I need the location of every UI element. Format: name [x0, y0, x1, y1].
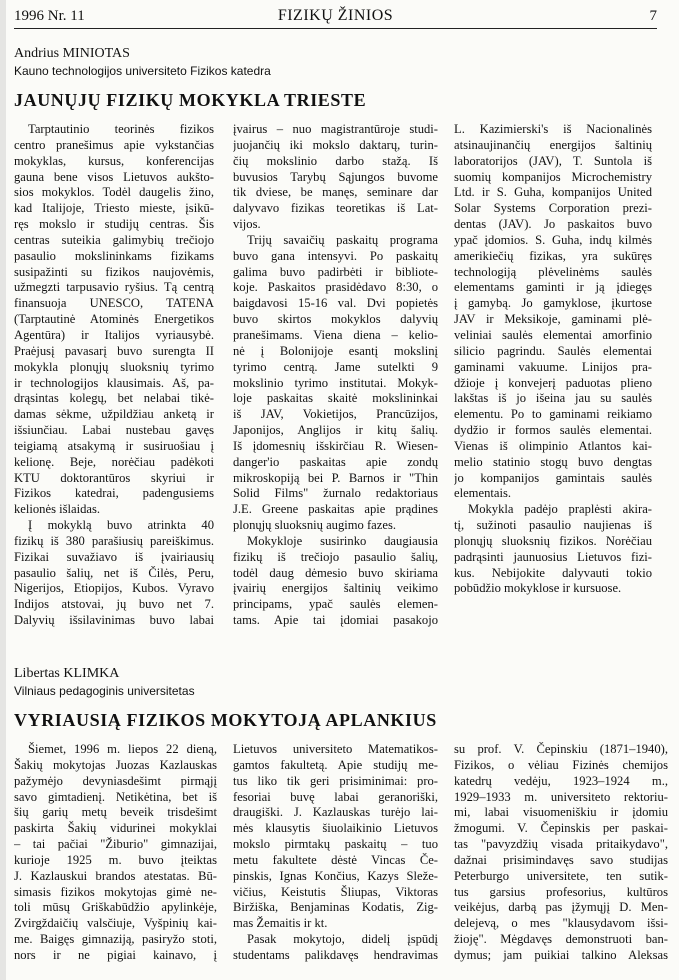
text-line: atsinaujinančių energijos šaltinių [454, 137, 652, 152]
text-line: ypač įdomios. S. Guha, indų kilmės [454, 232, 652, 247]
text-line: todėl daug dėmesio buvo skiriama [233, 565, 438, 580]
text-line: me. Baigęs gimnaziją, pasiryžo stoti, [14, 932, 217, 947]
text-line: fizikų iš trečiojo pasaulio šalių, [233, 549, 438, 564]
text-line: tį, sužinoti pasaulio naujienas iš [454, 518, 652, 533]
text-line: kus. Nebijokite dalyvauti tokio [454, 565, 652, 580]
text-line: gaminami vakuume. Linijos pra- [454, 359, 652, 374]
text-line: kelionės išlaidas. [14, 502, 101, 517]
text-line: paskirta Šakių vidurinei mokyklai [14, 821, 217, 836]
journal-title: FIZIKŲ ŽINIOS [277, 7, 394, 24]
article2-title: VYRIAUSIĄ FIZIKOS MOKYTOJĄ APLANKIUS [14, 710, 437, 730]
text-line: pinskis, Ignas Končius, Kazys Sleže- [233, 868, 438, 883]
text-line: toli mūsų Griškabūdžio apylinkėje, [14, 900, 217, 915]
text-line: pasaulio mokslininkams fizikams [14, 248, 214, 263]
text-line: koje. Paskaitos prasidėdavo 8:30, o [233, 280, 438, 295]
text-line: kad Italijoje, Triesto mieste, įsikū- [14, 201, 214, 216]
text-line: mokyklas, kursus, konferencijas [14, 153, 214, 168]
text-line: katedrų vedėju, 1923–1924 m., [454, 773, 668, 788]
text-line: mikroskopiją bei P. Barnos ir "Thin [233, 470, 438, 485]
text-line: damas sėkme, užpildžiau anketą ir [14, 407, 214, 422]
text-line: baigdavosi 15-16 val. Dvi popietės [233, 296, 438, 311]
text-line: L. Kazimierski's iš Nacionalinės [454, 122, 652, 136]
text-line: Šakių mokytojas Juozas Kazlauskas [14, 757, 217, 772]
text-line: nors ir ne pigiai kainavo, į [14, 947, 217, 962]
text-line: Fizikai suvažiavo iš įvairiausių [14, 549, 214, 564]
text-line: fizikų iš 380 parašiusių pareiškimus. [14, 533, 214, 548]
text-line: mi, labai visuomeniškiu ir įdomiu [454, 805, 668, 820]
text-line: melio statinio stogų buvo dengtas [454, 454, 652, 469]
text-line: Solid Films" žurnalo redaktoriaus [233, 486, 438, 501]
article2-author: Libertas KLIMKA [14, 666, 120, 681]
text-line: elementu. Po to gaminami reikiamo [454, 407, 652, 422]
text-line: dažnai prisimindavęs savo studijas [454, 852, 668, 867]
text-line: danger'io paskaitas apie zondų [233, 454, 438, 469]
text-line: J. Kazlauskui brandos atestatas. Bū- [14, 868, 217, 883]
text-line: technologiją plėvelinėms saulės [454, 264, 652, 279]
text-line: mokykla plonųjų sluoksnių tyrimo [14, 359, 214, 374]
article2-column-2 [233, 742, 438, 964]
text-line: tik dviese, be manęs, seminare dar [233, 185, 438, 200]
text-line: (Tarptautinė Atominės Energetikos [14, 312, 214, 327]
text-line: Peterburgo universitete, ten sutik- [454, 868, 668, 883]
text-line: mokslo pirmtakų paskaitų – tuo [233, 837, 438, 852]
text-line: JAV ir Meksikoje, gaminami plė- [454, 312, 652, 327]
text-line: simasis fizikos mokytojas gimė ne- [14, 884, 217, 899]
text-line: buvo gana intensyvi. Po paskaitų [233, 248, 438, 263]
text-line: Iš įdomesnių išskirčiau R. Wiesen- [233, 438, 438, 453]
text-line: Trijų savaičių paskaitų programa [247, 232, 438, 247]
text-line: įvairus – nuo magistrantūroje studi- [233, 122, 438, 136]
text-line: pasaulio šalių, net iš Čilės, Peru, [14, 565, 214, 580]
text-line: savo gimtadienį. Netikėtina, bet iš [14, 789, 217, 804]
text-line: loje paskaitas skaitė mokslininkai [233, 391, 438, 406]
text-line: dydžio ir formos saulės elementai. [454, 423, 652, 438]
text-line: elementais. [454, 486, 511, 501]
text-line: KTU doktorantūros skyriui ir [14, 470, 214, 485]
text-line: buvusios Tarybų Sąjungos buvome [233, 169, 438, 184]
text-line: juojančių iki mokslo daktarų, turin- [233, 137, 438, 152]
text-line: Į mokyklą buvo atrinkta 40 [28, 518, 214, 533]
text-line: Japonijos, Anglijos ir kitų šalių. [233, 423, 438, 438]
text-line: centro pranešimus apie vykstančias [14, 137, 214, 152]
text-line: dymus; jam puikiai talkino Aleksas [454, 947, 668, 962]
text-line: Vienas iš olimpinio Atlantos kai- [454, 438, 652, 453]
text-line: tyrimo centrą. Jame sutelkti 9 [233, 359, 438, 374]
text-line: kurioje 1925 m. buvo įteiktas [14, 852, 217, 867]
text-line: galima buvo padirbėti ir bibliote- [233, 264, 438, 279]
text-line: drąsintas kolegų, bet nelabai tikė- [14, 391, 214, 406]
text-line: susipažinti su fizikos naujovėmis, [14, 264, 214, 279]
text-line: silicio pagrindu. Saulės elementai [454, 343, 652, 358]
text-line: Fizikos katedrai, padengusiems [14, 486, 214, 501]
text-line: metu fakultete dėstė Vincas Če- [233, 852, 438, 867]
text-line: ręs mokslo ir studijų centras. Šis [14, 217, 214, 232]
article1-affiliation: Kauno technologijos universiteto Fizikos katedra [14, 64, 271, 78]
text-line: buvo skirtos mokyklos dalyvių [233, 312, 438, 327]
text-line: ir technologijos klausimais. Aš, pa- [14, 375, 214, 390]
text-line: delejevą, o mes "klausydavom išsi- [454, 916, 668, 931]
text-line: pobūdžio mokyklose ir kursuose. [454, 581, 622, 596]
text-line: Praėjusį pavasarį buvo surengta II [14, 343, 214, 358]
text-line: amerikiečių fizikas, yra sukūręs [454, 248, 652, 263]
text-line: iš JAV, Vokietijos, Prancūzijos, [233, 407, 438, 422]
text-line: jo kompanijos gamintais saulės [454, 470, 652, 485]
text-line: teigiamą atsakymą ir susiruošiau į [14, 438, 214, 453]
text-line: Indijos atstovai, jų buvo net 7. [14, 597, 214, 612]
text-line: džioje į konvejerį paduotas plieno [454, 375, 652, 390]
text-line: Pasak mokytojo, didelį įspūdį [247, 932, 438, 947]
text-line: gauna bene visos Lietuvos aukšto- [14, 169, 214, 184]
text-line: pažymėjo devyniasdešimt pirmąjį [14, 773, 217, 788]
text-line: žioję". Mėgdavęs demonstruoti ban- [454, 932, 668, 947]
text-line: plonųjų sluoksnių augimo fazes. [233, 518, 396, 533]
article1-title: JAUNŲJŲ FIZIKŲ MOKYKLA TRIESTE [14, 90, 367, 110]
article1-column-3 [454, 122, 652, 597]
text-line: draugiški. J. Kazlauskas turėjo lai- [233, 805, 438, 820]
text-line: J.E. Greene paskaitas apie prądines [233, 502, 438, 517]
text-line: sios mokyklos. Todėl daugelis žino, [14, 185, 214, 200]
text-line: gamtos fakultetą. Apie studijų me- [233, 757, 438, 772]
text-line: Tarptautinio teorinės fizikos [28, 122, 214, 136]
text-line: – tai pačiai "Žiburio" gimnazijai, [14, 837, 217, 852]
text-line: kelionę. Beje, norėčiau padėkoti [14, 454, 214, 469]
text-line: lakštas iš jo išeina jau su saulės [454, 391, 652, 406]
scan-edge-shadow [0, 0, 6, 980]
text-line: veikėjus, darbą pas įžymųjį D. Men- [454, 900, 668, 915]
text-line: dalyvavo fizikas teoretikas iš Lat- [233, 201, 438, 216]
text-line: pranešimams. Viena diena – kelio- [233, 327, 438, 342]
text-line: elementams gaminti ir ją įdiegęs [454, 280, 652, 295]
article1-column-2 [233, 122, 438, 629]
text-line: finansuoja UNESCO, TATENA [14, 296, 214, 311]
article2-column-1 [14, 742, 217, 964]
text-line: Agentūra) ir Italijos vyriausybė. [14, 327, 214, 342]
text-line: laboratorijos (JAV), T. Suntola iš [454, 153, 652, 168]
text-line: Lietuvos universiteto Matematikos- [233, 742, 438, 756]
text-line: vijos. [233, 217, 261, 232]
text-line: Biržiška, Benjaminas Kodatis, Zig- [233, 900, 438, 915]
text-line: Mokykloje susirinko daugiausia [247, 533, 438, 548]
text-line: dentas (JAV). Jo paskaitos buvo [454, 217, 652, 232]
text-line: Solar Systems Corporation prezi- [454, 201, 652, 216]
text-line: Zvirgždaičių valsčiuje, Vyšpinių kai- [14, 916, 217, 931]
text-line: 1929–1933 m. universiteto rektoriu- [454, 789, 668, 804]
text-line: padrąsinti jaunuosius Lietuvos fizi- [454, 549, 652, 564]
text-line: įvairių energijos šaltinių veikimo [233, 581, 438, 596]
text-line: Fizikos, o vėliau Fizinės chemijos [454, 757, 668, 772]
text-line: užmegzti tarpusavio ryšius. Tą centrą [14, 280, 214, 295]
text-line: principams, ypač saulės elemen- [233, 597, 438, 612]
text-line: šių garių metų beveik trisdešimt [14, 805, 217, 820]
text-line: žmogumi. V. Čepinskis per paskai- [454, 821, 668, 836]
text-line: Mokykla padėjo praplėsti akira- [468, 502, 652, 517]
text-line: į gamybą. Jo gamyklose, įkurtose [454, 296, 652, 311]
text-line: tas "pavyzdžių visada pritaikydavo", [454, 837, 668, 852]
text-line: nė į Bolonijoje esantį mokslinį [233, 343, 438, 358]
text-line: tus garsius profesorius, kultūros [454, 884, 668, 899]
text-line: tams. Apie tai įdomiai pasakojo [233, 613, 438, 628]
text-line: mas Žemaitis ir kt. [233, 916, 328, 931]
text-line: tus liko tik geri prisiminimai: pro- [233, 773, 438, 788]
text-line: išsiunčiau. Labai nustebau gavęs [14, 423, 214, 438]
article2-column-3 [454, 742, 668, 964]
article2-affiliation: Vilniaus pedagoginis universitetas [14, 684, 195, 698]
article1-column-1 [14, 122, 214, 629]
text-line: čių mokslinio darbo stažą. Iš [233, 153, 438, 168]
issue-number: 1996 Nr. 11 [14, 7, 85, 24]
text-line: mės klausytis šiuolaikinio Lietuvos [233, 821, 438, 836]
text-line: veliniai saulės elementai amorfinio [454, 327, 652, 342]
text-line: centras suteikia galimybių trečiojo [14, 232, 214, 247]
text-line: su prof. V. Čepinskiu (1871–1940), [454, 742, 668, 756]
page-number: 7 [649, 7, 657, 24]
text-line: vičius, Keistutis Šliupas, Viktoras [233, 884, 438, 899]
text-line: Ltd. ir S. Guha, kompanijos United [454, 185, 652, 200]
text-line: Dalyvių išsilavinimas buvo labai [14, 613, 214, 628]
header-rule [14, 28, 657, 29]
text-line: mokslinio tyrimo institutai. Mokyk- [233, 375, 438, 390]
text-line: fesoriai buvę labai geranoriški, [233, 789, 438, 804]
text-line: plonųjų sluoksnių fizikos. Norėčiau [454, 533, 652, 548]
text-line: Šiemet, 1996 m. liepos 22 dieną, [28, 742, 217, 756]
article1-author: Andrius MINIOTAS [14, 46, 130, 61]
text-line: studentams palikdavęs hendravimas [233, 947, 438, 962]
running-header [14, 4, 657, 28]
text-line: Nigerijos, Etiopijos, Kubos. Vyravo [14, 581, 214, 596]
text-line: suomių kompanijos Microchemistry [454, 169, 652, 184]
